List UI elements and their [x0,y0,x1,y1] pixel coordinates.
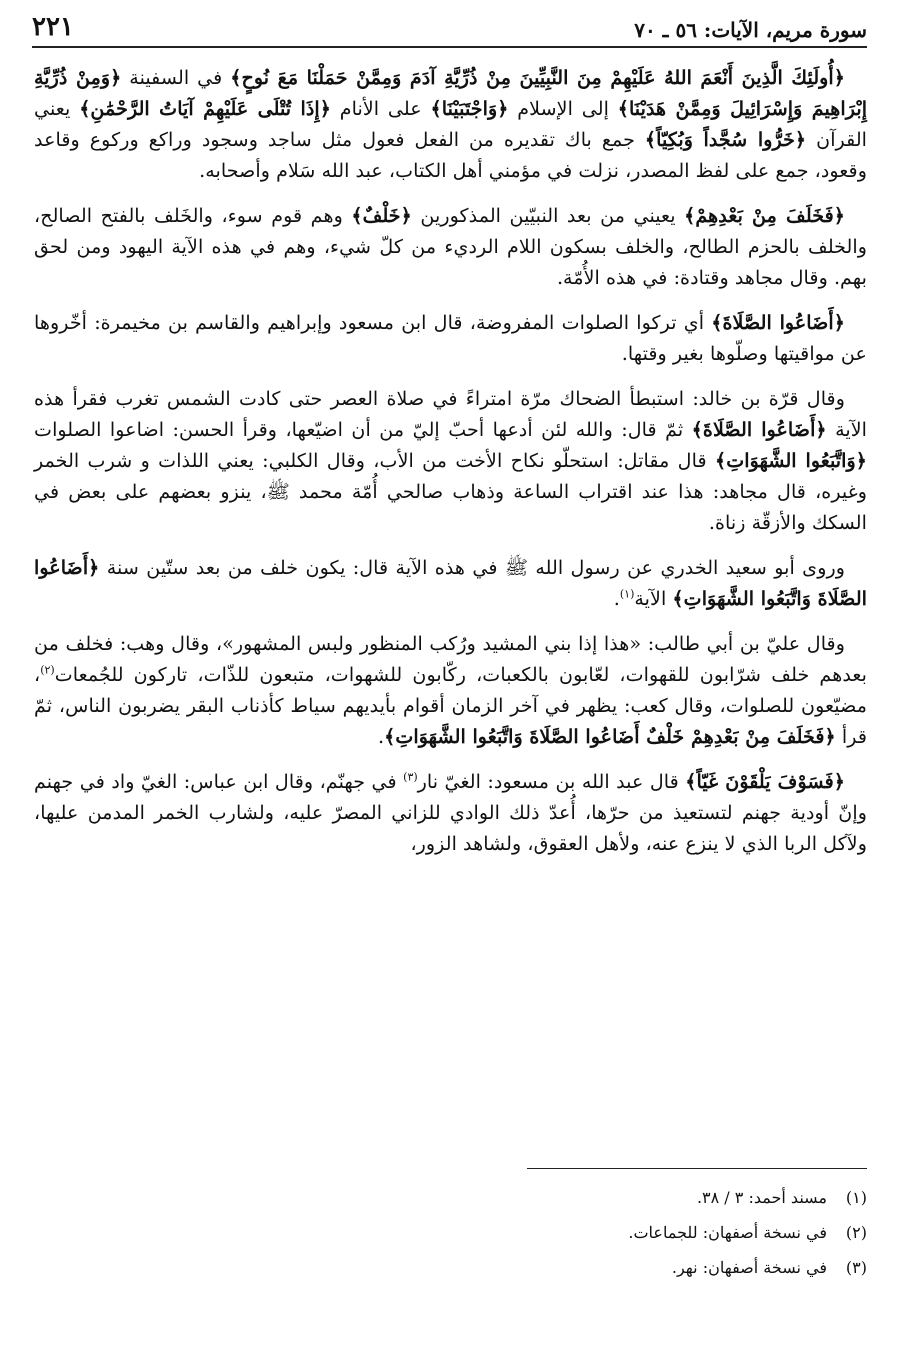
quran-verse: ﴿وَاتَّبَعُوا الشَّهَوَاتِ﴾ [714,449,867,472]
commentary-text: إلى الإسلام [508,97,618,120]
paragraph [34,766,867,859]
footnotes [34,1180,867,1285]
quran-verse: ﴿أُولَئِكَ الَّذِينَ أَنْعَمَ اللهُ عَلَيْهِمْ مِنَ النَّبِيِّينَ مِنْ ذُرِّيَّةِ آدَمَ وَمِمَّنْ حَمَلْنَا مَعَ نُوحٍ﴾ [230,66,845,89]
commentary-text: ثمّ قال: والله لئن أدعها أحبّ إليّ من أن اضيّعها، وقرأ الحسن: اضاعوا الصلوات [34,418,692,441]
paragraph [34,628,867,752]
quran-verse: ﴿أَضَاعُوا الصَّلَاةَ﴾ [691,418,827,441]
footnote-number: (٣) [845,1258,867,1277]
quran-verse: ﴿أَضَاعُوا الصَّلَاةَ﴾ [711,311,845,334]
paragraph [34,307,867,369]
quran-verse: ﴿أَضَاعُوا الصَّلَاةَ وَاتَّبَعُوا الشَّهَوَاتِ﴾ [34,556,867,610]
commentary-text: وقال قرّة بن خالد: استبطأ الضحاك مرّة امتراءً في صلاة العصر حتى كادت الشمس تغرب فقرأ هذه الآية [34,387,867,441]
commentary-text: في السفينة [121,66,231,89]
paragraph [34,200,867,293]
page-number: ٢٢١ [32,12,74,42]
commentary-text: قال مقاتل: استحلّو نكاح الأخت من الأب، وقال الكلبي: يعني اللذات و شرب الخمر وغيره، قال مجاهد: هذا عند اقتراب الساعة وذهاب صالحي أُمّة محمد ﷺ، ينزو بعضهم على بعض في السكك والأزقّة زناة. [34,449,867,534]
quran-verse: ﴿فَخَلَفَ مِنْ بَعْدِهِمْ﴾ [684,204,845,227]
commentary-text: ، مضيّعون للصلوات، وقال كعب: يظهر في آخر الزمان أقوام بأيديهم سياط كأذناب البقر يضربون الناس، ثمّ قرأ [34,663,867,748]
commentary-text: الآية [634,587,673,610]
commentary-text: على الأنام [330,97,431,120]
footnote-text: مسند أحمد: ٣ / ٣٨. [696,1188,827,1207]
commentary-text: وهم قوم سوء، والخَلف بالفتح الصالح، والخلف بالحزم الطالح، والخلف بسكون اللام الرديء من كلّ شيء، وهم في هذه الآية اليهود ومن لحق بهم. وقال مجاهد وقتادة: في هذه الأُمّة. [34,204,867,289]
commentary-text: قال عبد الله بن مسعود: الغيّ نار [417,770,686,793]
paragraph [34,383,867,538]
footnote-number: (١) [845,1188,867,1207]
footnote-marker: (٣) [403,770,418,784]
footnote [34,1250,867,1285]
quran-verse: ﴿فَخَلَفَ مِنْ بَعْدِهِمْ خَلْفٌ أَضَاعُوا الصَّلَاةَ وَاتَّبَعُوا الشَّهَوَاتِ﴾ [384,725,836,748]
commentary-text: يعني القرآن [34,97,867,151]
footnote-text: في نسخة أصفهان: للجماعات. [628,1223,827,1242]
page-header [32,4,867,48]
footnote-marker: (٢) [40,663,55,677]
paragraph [34,552,867,614]
main-text [34,62,867,873]
footnote-text: في نسخة أصفهان: نهر. [671,1258,827,1277]
commentary-text: في جهنّم، وقال ابن عباس: الغيّ واد في جهنم وإنّ أودية جهنم لتستعيذ من حرّها، أُعدّ ذلك الوادي للزاني المصرّ عليه، ولشارب الخمر المدمن عليها، ولآكل الربا الذي لا ينزع عنه، ولأهل العقوق، ولشاهد الزور، [34,770,867,855]
quran-verse: ﴿فَسَوْفَ يَلْقَوْنَ غَيّاً﴾ [685,770,845,793]
commentary-text: أي تركوا الصلوات المفروضة، قال ابن مسعود وإبراهيم والقاسم بن مخيمرة: أخّروها عن مواقيتها وصلّوها بغير وقتها. [34,311,867,365]
commentary-text: يعيني من بعد النبيّين المذكورين [411,204,685,227]
quran-verse: ﴿وَمِنْ ذُرِّيَّةِ إِبْرَاهِيمَ وَإِسْرَائِيلَ وَمِمَّنْ هَدَيْنَا﴾ [34,66,868,120]
quran-verse: ﴿وَاجْتَبَيْنَا﴾ [430,97,509,120]
paragraph [34,62,867,186]
running-head: سورة مريم، الآيات: ٥٦ ـ ٧٠ [634,18,867,42]
quran-verse: ﴿إِذَا تُتْلَى عَلَيْهِمْ آيَاتُ الرَّحْمَٰنِ﴾ [79,97,331,120]
footnote-number: (٢) [845,1223,867,1242]
commentary-text: . [613,587,620,610]
commentary-text: . [378,725,385,748]
quran-verse: ﴿خَرُّوا سُجَّداً وَبُكِيّاً﴾ [644,128,807,151]
commentary-text: وروى أبو سعيد الخدري عن رسول الله ﷺ في هذه الآية قال: يكون خلف من بعد ستّين سنة [99,556,845,579]
quran-verse: ﴿خَلْفٌ﴾ [351,204,412,227]
commentary-text: جمع باك تقديره من الفعل فعول مثل ساجد وسجود وراكع وركوع وقاعد وقعود، جمع على لفظ المصدر، نزلت في مؤمني أهل الكتاب، عبد الله سَلام وأصحابه. [34,128,867,182]
footnote-divider [527,1168,867,1169]
footnote-marker: (١) [619,587,635,601]
footnote [34,1180,867,1215]
commentary-text: وقال عليّ بن أبي طالب: «هذا إذا بني المشيد ورُكب المنظور ولبس المشهور»، وقال وهب: فخلف من بعدهم خلف شرّابون للقهوات، لعّابون بالكعبات، ركّابون للشهوات، متبعون للذّات، تاركون للجُمعات [34,632,867,686]
footnote [34,1215,867,1250]
